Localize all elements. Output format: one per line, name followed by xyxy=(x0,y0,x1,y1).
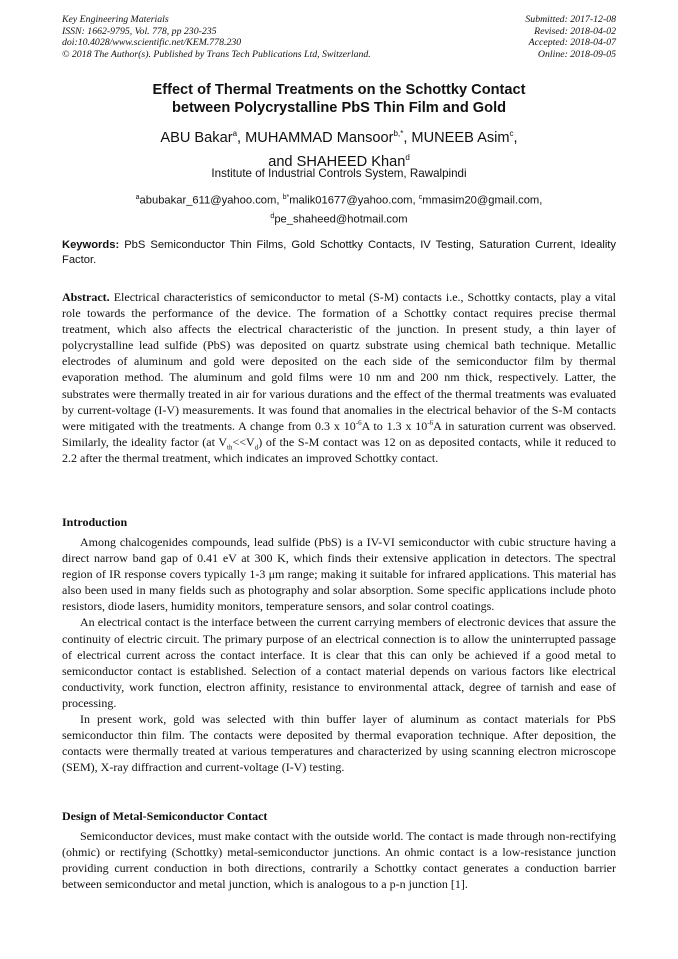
author-name: MUHAMMAD Mansoor xyxy=(245,129,394,146)
email-mark: c xyxy=(418,194,423,201)
paragraph: In present work, gold was selected with thin buffer layer of aluminum as contact materials for PbS semiconductor thin film. The contacts were deposited by thermal evaporation technique. After deposition, the contacts were thermally treated at various temperatures and characterized by using scanning electron microscope (SEM), X-ray diffraction and current-voltage (I-V) testing. xyxy=(62,712,616,775)
revised-date: Revised: 2018-04-02 xyxy=(534,25,616,37)
section-heading-design: Design of Metal-Semiconductor Contact xyxy=(62,809,268,823)
journal-name: Key Engineering Materials xyxy=(62,14,169,25)
author-affiliation-mark: c xyxy=(509,129,514,138)
author-list: ABU Bakar$^a$, MUHAMMAD Mansoor$^{b,*}$, MUNEEB Asim$^c$, and SHAHEED Khan$^d$ xyxy=(160,129,518,170)
introduction-section xyxy=(62,534,616,775)
publication-dates xyxy=(525,14,616,60)
email-mark: d xyxy=(270,212,275,220)
submitted-date: Submitted: 2017-12-08 xyxy=(525,14,616,25)
paragraph: An electrical contact is the interface between the current carrying members of electronic devices that assure the continuity of electric circuit. The primary purpose of an electrical connection is to allow the uninterrupted passage of electrical current across the contact interface. It is clear that this can only be achieved if a good metal to semiconductor contact is established. Selection of a contact material depends on various factors like electrical conductivity, work function, electron affinity, resistance to environmental attack, degree of tarnish and ease of processing. xyxy=(62,615,616,710)
author-affiliation-mark: d xyxy=(405,152,410,162)
email-mark: b* xyxy=(282,194,290,201)
subscript: th xyxy=(227,443,233,452)
abstract-text: A in saturation current was observed. Similarly, the ideality factor (at V xyxy=(62,418,617,449)
accepted-date: Accepted: 2018-04-07 xyxy=(528,37,616,49)
copyright-line: © 2018 The Author(s). Published by Trans Tech Publications Ltd, Switzerland. xyxy=(62,48,371,60)
author-affiliation-mark: a xyxy=(232,129,238,138)
author-conjunction: and xyxy=(268,153,293,170)
author-emails xyxy=(62,190,616,227)
title-line-1: Effect of Thermal Treatments on the Schottky Contact xyxy=(152,82,526,98)
keywords xyxy=(62,238,616,267)
author-affiliation-mark: b,* xyxy=(393,129,404,138)
exponent: -6 xyxy=(355,418,362,427)
journal-info xyxy=(62,14,371,60)
issn-line: ISSN: 1662-9795, Vol. 778, pp 230-235 xyxy=(62,25,217,37)
title-line-2: between Polycrystalline PbS Thin Film and Gold xyxy=(171,100,507,116)
abstract-text: Electrical characteristics of semiconductor to metal (S-M) contacts i.e., Schottky contacts, play a vital role towards the performance of the device. The formation of a Schottky contact requires precise thermal treatment, which also affects the electrical characteristic of the junction. In present study, a thin layer of polycrystalline lead sulfide (PbS) was deposited on quartz substrate using chemical bath technique. Metallic electrodes of aluminum and gold were deposited on the each side of the semiconductor film by thermal evaporation method. The aluminum and gold films were 10 nm and 200 nm thick, respectively. Latter, the substrates were thermally treated in air for various durations and the effect of the thermal treatments was evaluated by current-voltage (I-V) measurements. It was found that anomalies in the electrical behavior of the S-M contacts were mitigated with the treatments. A change from 0.3 x 10 xyxy=(62,290,616,433)
keywords-text: PbS Semiconductor Thin Films, Gold Schottky Contacts, IV Testing, Saturation Current, Ideality Factor. xyxy=(62,239,617,266)
email-mark: a xyxy=(135,194,140,201)
design-section xyxy=(62,828,616,892)
author-name: MUNEEB Asim xyxy=(411,129,510,146)
paragraph: Semiconductor devices, must make contact with the outside world. The contact is made through non-rectifying (ohmic) or rectifying (Schottky) metal-semiconductor junctions. An ohmic contact is a low-resistance junction providing current conduction in both directions, contrarily a Schottky contact generates a conduction barrier between semiconductor and metal junction, which is analogous to a p-n junction [1]. xyxy=(62,829,616,892)
doi-line: doi:10.4028/www.scientific.net/KEM.778.230 xyxy=(62,37,242,49)
author-name: SHAHEED Khan xyxy=(296,153,406,170)
abstract-text: A to 1.3 x 10 xyxy=(361,418,428,433)
institution: Institute of Industrial Controls System, Rawalpindi xyxy=(211,167,467,180)
abstract-text: ) of the S-M contact was 12 on as deposited contacts, while it reduced to 2.2 after the thermal treatment, which indicates an improved Schottky contact. xyxy=(62,434,616,465)
keywords-label: Keywords: xyxy=(62,239,120,251)
abstract-label: Abstract. xyxy=(62,290,110,304)
subscript: d xyxy=(254,443,259,452)
online-date: Online: 2018-09-05 xyxy=(537,48,616,60)
email-link[interactable]: abubakar_611@yahoo.com, xyxy=(139,194,280,207)
section-heading-introduction: Introduction xyxy=(62,515,128,529)
paragraph: Among chalcogenides compounds, lead sulfide (PbS) is a IV-VI semiconductor with cubic structure having a direct narrow band gap of 0.41 eV at 300 K, which finds their extensive application in detectors. The spectral region of IR response covers typically 1-3 μm range; making it suitable for infrared applications. This material has also been used in many fields such as photography and solar absorption. Some specific applications include photo resistors, diode lasers, humidity monitors, temperature sensors, and solar control coatings. xyxy=(62,535,616,614)
email-link[interactable]: pe_shaheed@hotmail.com xyxy=(274,213,408,226)
abstract xyxy=(62,289,616,466)
abstract-text: <<V xyxy=(232,434,255,449)
email-link[interactable]: mmasim20@gmail.com, xyxy=(422,194,543,207)
exponent: -6 xyxy=(427,418,434,427)
author-name: ABU Bakar xyxy=(160,129,233,146)
email-link[interactable]: malik01677@yahoo.com, xyxy=(289,194,416,207)
paper-title xyxy=(62,81,616,117)
